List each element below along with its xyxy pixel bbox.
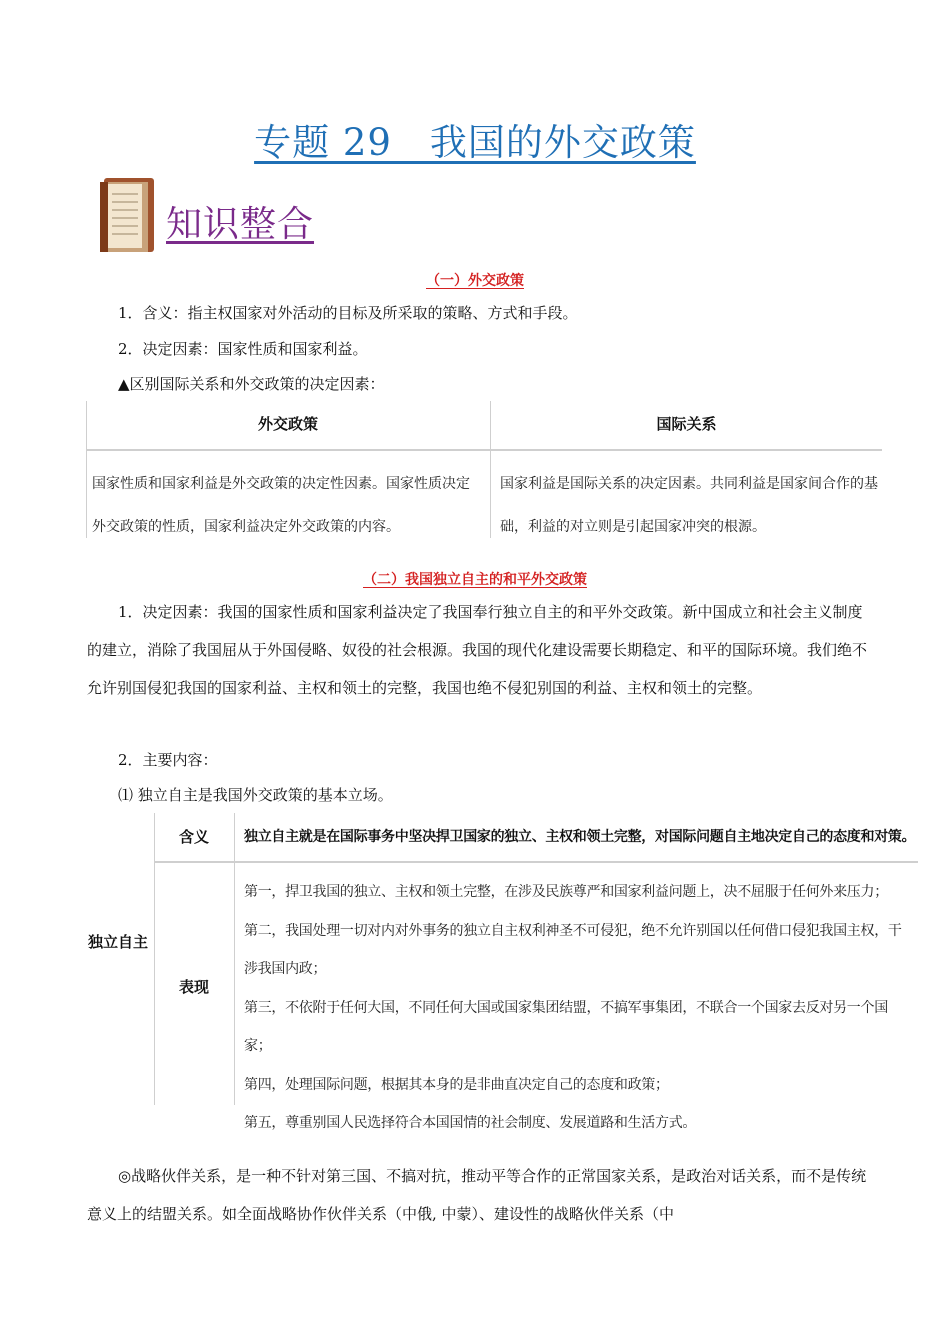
determinants-paragraph: 1．决定因素：我国的国家性质和国家利益决定了我国奉行独立自主的和平外交政策。新中国成立和社会主义制度的建立，消除了我国屈从于外国侵略、奴役的社会根源。我国的现代化建设需要长期稳定、和平的国际环境。我们绝不允许别国侵犯我国的国家利益、主权和领土的完整，我国也绝不侵犯别国的利益、主权和领土的完整。 xyxy=(87,603,868,697)
section-banner: 知识整合 xyxy=(166,204,315,245)
manifestation-list xyxy=(244,873,912,1143)
list-item: 第二，我国处理一切对内对外事务的独立自主权利神圣不可侵犯，绝不允许别国以任何借口侵犯我国主权，干涉我国内政； xyxy=(244,922,902,977)
main-content-item: 2．主要内容： xyxy=(118,751,218,769)
sub-item-independence: ⑴ 独立自主是我国外交政策的基本立场。 xyxy=(118,786,393,804)
table-header-foreign-policy: 外交政策 xyxy=(257,415,318,433)
list-item: 第五，尊重别国人民选择符合本国国情的社会制度、发展道路和生活方式。 xyxy=(244,1115,697,1131)
row-meaning-text: 独立自主就是在国际事务中坚决捍卫国家的独立、主权和领土完整，对国际问题自主地决定自己的态度和对策。 xyxy=(244,829,916,845)
page-title: 专题 29 我国的外交政策 xyxy=(254,121,696,164)
table-header-international-relations: 国际关系 xyxy=(656,415,717,433)
row-label-meaning: 含义 xyxy=(178,828,209,846)
row-label-manifestation: 表现 xyxy=(178,978,209,996)
table-cell-international-relations: 国家利益是国际关系的决定因素。共同利益是国家间合作的基础，利益的对立则是引起国家冲突的根源。 xyxy=(500,476,878,535)
partnership-paragraph: ◎战略伙伴关系，是一种不针对第三国、不搞对抗，推动平等合作的正常国家关系，是政治对话关系，而不是传统意义上的结盟关系。如全面战略协作伙伴关系（中俄, 中蒙）、建设性的战略伙伴关系（中 xyxy=(87,1167,867,1223)
list-item: 第四，处理国际问题，根据其本身的是非曲直决定自己的态度和政策； xyxy=(244,1076,669,1093)
comparison-note: ▲区别国际关系和外交政策的决定因素： xyxy=(118,375,385,393)
book-icon xyxy=(96,174,158,256)
section-heading-independent-policy: （二）我国独立自主的和平外交政策 xyxy=(363,572,587,588)
comparison-table xyxy=(86,401,882,538)
independence-table xyxy=(154,813,918,1131)
table-side-label: 独立自主 xyxy=(88,933,149,951)
list-item: 第三，不依附于任何大国，不同任何大国或国家集团结盟，不搞军事集团，不联合一个国家去反对另一个国家； xyxy=(244,999,888,1054)
table-cell-foreign-policy: 国家性质和国家利益是外交政策的决定性因素。国家性质决定外交政策的性质，国家利益决定外交政策的内容。 xyxy=(92,476,470,535)
determinants-item: 2．决定因素：国家性质和国家利益。 xyxy=(118,340,368,358)
section-heading-foreign-policy: （一）外交政策 xyxy=(426,273,524,289)
list-item: 第一，捍卫我国的独立、主权和领土完整，在涉及民族尊严和国家利益问题上，决不屈服于任何外来压力； xyxy=(244,884,888,900)
definition-item: 1．含义：指主权国家对外活动的目标及所采取的策略、方式和手段。 xyxy=(118,304,578,322)
